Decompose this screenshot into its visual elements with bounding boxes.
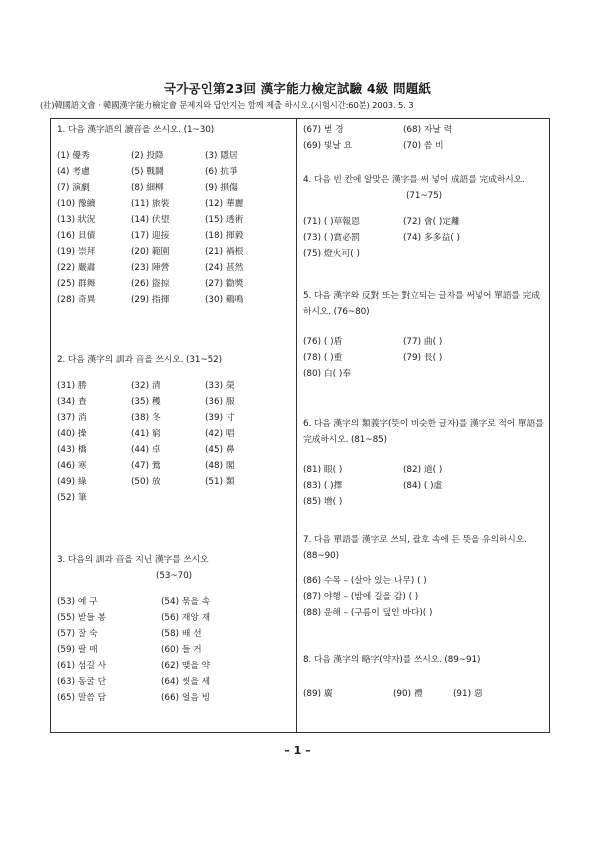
- question-item: (55) 받들 봉: [57, 613, 107, 623]
- question-item: (23) 陣營: [131, 263, 170, 273]
- exam-subtitle: (社)韓國語文會 · 韓國漢字能力檢定會 문제지와 답안지는 함께 제출 하시오.(시험시간:60분) 2003. 5. 3: [40, 100, 414, 110]
- question-item: (17) 迎接: [131, 231, 170, 241]
- question-item: (88) 운해 – (구름이 덮인 바다)( ): [303, 607, 433, 618]
- question-item: (42) 唱: [205, 429, 235, 439]
- question-item: (62) 맺을 약: [161, 661, 211, 671]
- question-item: (47) 鶯: [131, 461, 161, 471]
- question-item: (37) 消: [57, 413, 87, 423]
- question-item: (59) 팔 매: [57, 645, 98, 655]
- column-divider: [296, 118, 297, 733]
- question-item: (13) 狀況: [57, 215, 96, 225]
- question-3-text: 3. 다음의 訓과 音을 지닌 漢字를 쓰시오: [57, 555, 209, 565]
- question-item: (21) 禍根: [205, 247, 244, 257]
- question-item: (83) ( )擇: [303, 481, 343, 491]
- question-item: (53) 예 구: [57, 597, 98, 607]
- question-item: (87) 야행 – (밤에 길을 감) ( ): [303, 591, 419, 602]
- question-2: [57, 352, 291, 506]
- question-5: [303, 288, 545, 382]
- question-2-text: 2. 다음 漢字의 訓과 音을 쓰시오. (31~52): [57, 355, 222, 365]
- question-item: (34) 査: [57, 397, 87, 407]
- question-7-items: [303, 574, 545, 621]
- question-item: (76) ( )盾: [303, 337, 343, 347]
- question-item: (2) 投降: [131, 151, 164, 161]
- question-item: (72) 會( )定離: [403, 217, 460, 227]
- question-item: (14) 伏望: [131, 215, 170, 225]
- question-item: (84) ( )虛: [403, 481, 443, 491]
- question-item: (50) 放: [131, 477, 161, 487]
- question-item: (65) 말씀 담: [57, 693, 107, 703]
- question-item: (31) 勝: [57, 381, 87, 391]
- page-number: – 1 –: [284, 744, 311, 757]
- question-item: (20) 範園: [131, 247, 170, 257]
- question-8: [303, 652, 545, 702]
- question-8-text: 8. 다음 漢字의 略字(약자)를 쓰시오. (89~91): [303, 655, 481, 665]
- question-item: (39) 寸: [205, 413, 235, 423]
- question-4: [303, 172, 545, 262]
- question-item: (1) 優秀: [57, 151, 90, 161]
- question-5-text: 5. 다음 漢字와 反對 또는 對立되는 글자를 써넣어 單語를 完成하시오. (76~80): [303, 291, 540, 317]
- question-item: (66) 얼음 빙: [161, 693, 211, 703]
- question-item: (49) 綠: [57, 477, 87, 487]
- question-6-items: [303, 462, 545, 510]
- question-item: (16) 貝債: [57, 231, 96, 241]
- question-item: (4) 考慮: [57, 167, 90, 177]
- question-item: (85) 增( ): [303, 497, 343, 507]
- exam-title: 국가공인第23回 漢字能力檢定試驗 4級 問題紙: [163, 81, 432, 96]
- question-item: (80) 白( )奉: [303, 369, 352, 379]
- question-3: [57, 552, 291, 706]
- question-7-text: 7. 다음 單語를 漢字로 쓰되, 괄호 속에 든 뜻을 유의하시오. (88~90): [303, 535, 527, 561]
- question-item: (8) 細柳: [131, 183, 164, 193]
- question-item: (3) 隱居: [205, 151, 238, 161]
- question-item: (74) 多多益( ): [403, 233, 460, 243]
- question-1-items: [57, 148, 291, 308]
- question-5-items: [303, 334, 545, 382]
- question-item: (89) 廣: [303, 689, 333, 699]
- question-item: (61) 섬길 사: [57, 661, 107, 671]
- question-1: [57, 122, 291, 308]
- question-item: (79) 長( ): [403, 353, 443, 363]
- question-6-text: 6. 다음 漢字의 類義字(뜻이 비슷한 글자)를 漢字로 적어 單語를 完成하시오. (81~85): [303, 419, 544, 445]
- question-item: (73) ( )賞必罰: [303, 233, 360, 243]
- question-item: (15) 透術: [205, 215, 244, 225]
- question-item: (51) 類: [205, 477, 235, 487]
- left-column: [57, 118, 291, 733]
- question-item: (63) 동굴 단: [57, 677, 107, 687]
- question-item: (64) 씻을 세: [161, 677, 211, 687]
- question-2-items: [57, 378, 291, 506]
- question-item: (71) ( )草報恩: [303, 217, 360, 227]
- question-item: (67) 벋 경: [303, 125, 344, 135]
- question-item: (56) 재앙 재: [161, 613, 211, 623]
- question-item: (58) 배 선: [161, 629, 202, 639]
- question-item: (78) ( )重: [303, 353, 343, 363]
- question-4-range: (71~75): [406, 191, 442, 201]
- question-item: (32) 清: [131, 381, 161, 391]
- question-4-text: 4. 다음 빈 칸에 알맞은 漢字를 써 넣어 成語를 完成하시오.: [303, 175, 525, 185]
- question-item: (11) 旅裝: [131, 199, 170, 209]
- question-item: (30) 鷄鳴: [205, 295, 244, 305]
- question-item: (60) 들 거: [161, 645, 202, 655]
- question-item: (22) 嚴肅: [57, 263, 96, 273]
- question-item: (81) 眼( ): [303, 465, 343, 475]
- question-item: (9) 損傷: [205, 183, 238, 193]
- question-item: (46) 寒: [57, 461, 87, 471]
- question-8-items: [303, 686, 545, 702]
- question-item: (6) 抗爭: [205, 167, 238, 177]
- question-item: (90) 禮: [393, 689, 423, 699]
- question-item: (25) 群舞: [57, 279, 96, 289]
- question-item: (54) 묶을 속: [161, 597, 211, 607]
- question-item: (26) 盜掠: [131, 279, 170, 289]
- question-item: (5) 戰鬪: [131, 167, 164, 177]
- question-item: (68) 자날 력: [403, 125, 453, 135]
- question-item: (52) 筆: [57, 493, 87, 503]
- question-item: (24) 甚然: [205, 263, 244, 273]
- question-item: (29) 指揮: [131, 295, 170, 305]
- question-item: (82) 道( ): [403, 465, 443, 475]
- question-item: (18) 揮毅: [205, 231, 244, 241]
- question-7: [303, 532, 545, 621]
- question-item: (45) 鼻: [205, 445, 235, 455]
- question-4-items: [303, 214, 545, 262]
- question-item: (7) 演劇: [57, 183, 90, 193]
- question-item: (43) 橋: [57, 445, 87, 455]
- question-3-range: (53~70): [156, 571, 192, 581]
- right-column: [303, 118, 545, 733]
- question-item: (36) 服: [205, 397, 235, 407]
- question-item: (19) 崇拜: [57, 247, 96, 257]
- question-6: [303, 416, 545, 510]
- question-item: (44) 卓: [131, 445, 161, 455]
- question-item: (12) 華麗: [205, 199, 244, 209]
- question-3-continued: [303, 122, 545, 154]
- question-item: (48) 閣: [205, 461, 235, 471]
- question-item: (41) 窮: [131, 429, 161, 439]
- question-item: (40) 操: [57, 429, 87, 439]
- question-item: (91) 惡: [453, 689, 483, 699]
- question-item: (35) 穫: [131, 397, 161, 407]
- question-3-items: [57, 594, 291, 706]
- question-1-text: 1. 다음 漢字語의 讀音을 쓰시오. (1~30): [57, 125, 215, 135]
- question-3-continued-items: [303, 122, 545, 154]
- question-item: (38) 冬: [131, 413, 161, 423]
- question-item: (86) 수목 – (살아 있는 나무) ( ): [303, 576, 427, 586]
- question-item: (57) 잘 숙: [57, 629, 98, 639]
- question-item: (33) 榮: [205, 381, 235, 391]
- question-item: (70) 씀 비: [403, 141, 444, 151]
- question-item: (75) 燈火可( ): [303, 249, 360, 259]
- question-item: (27) 勸獎: [205, 279, 244, 289]
- question-item: (10) 豫續: [57, 199, 96, 209]
- question-item: (77) 曲( ): [403, 337, 443, 347]
- question-item: (28) 奇異: [57, 295, 96, 305]
- question-item: (69) 빛날 요: [303, 141, 353, 151]
